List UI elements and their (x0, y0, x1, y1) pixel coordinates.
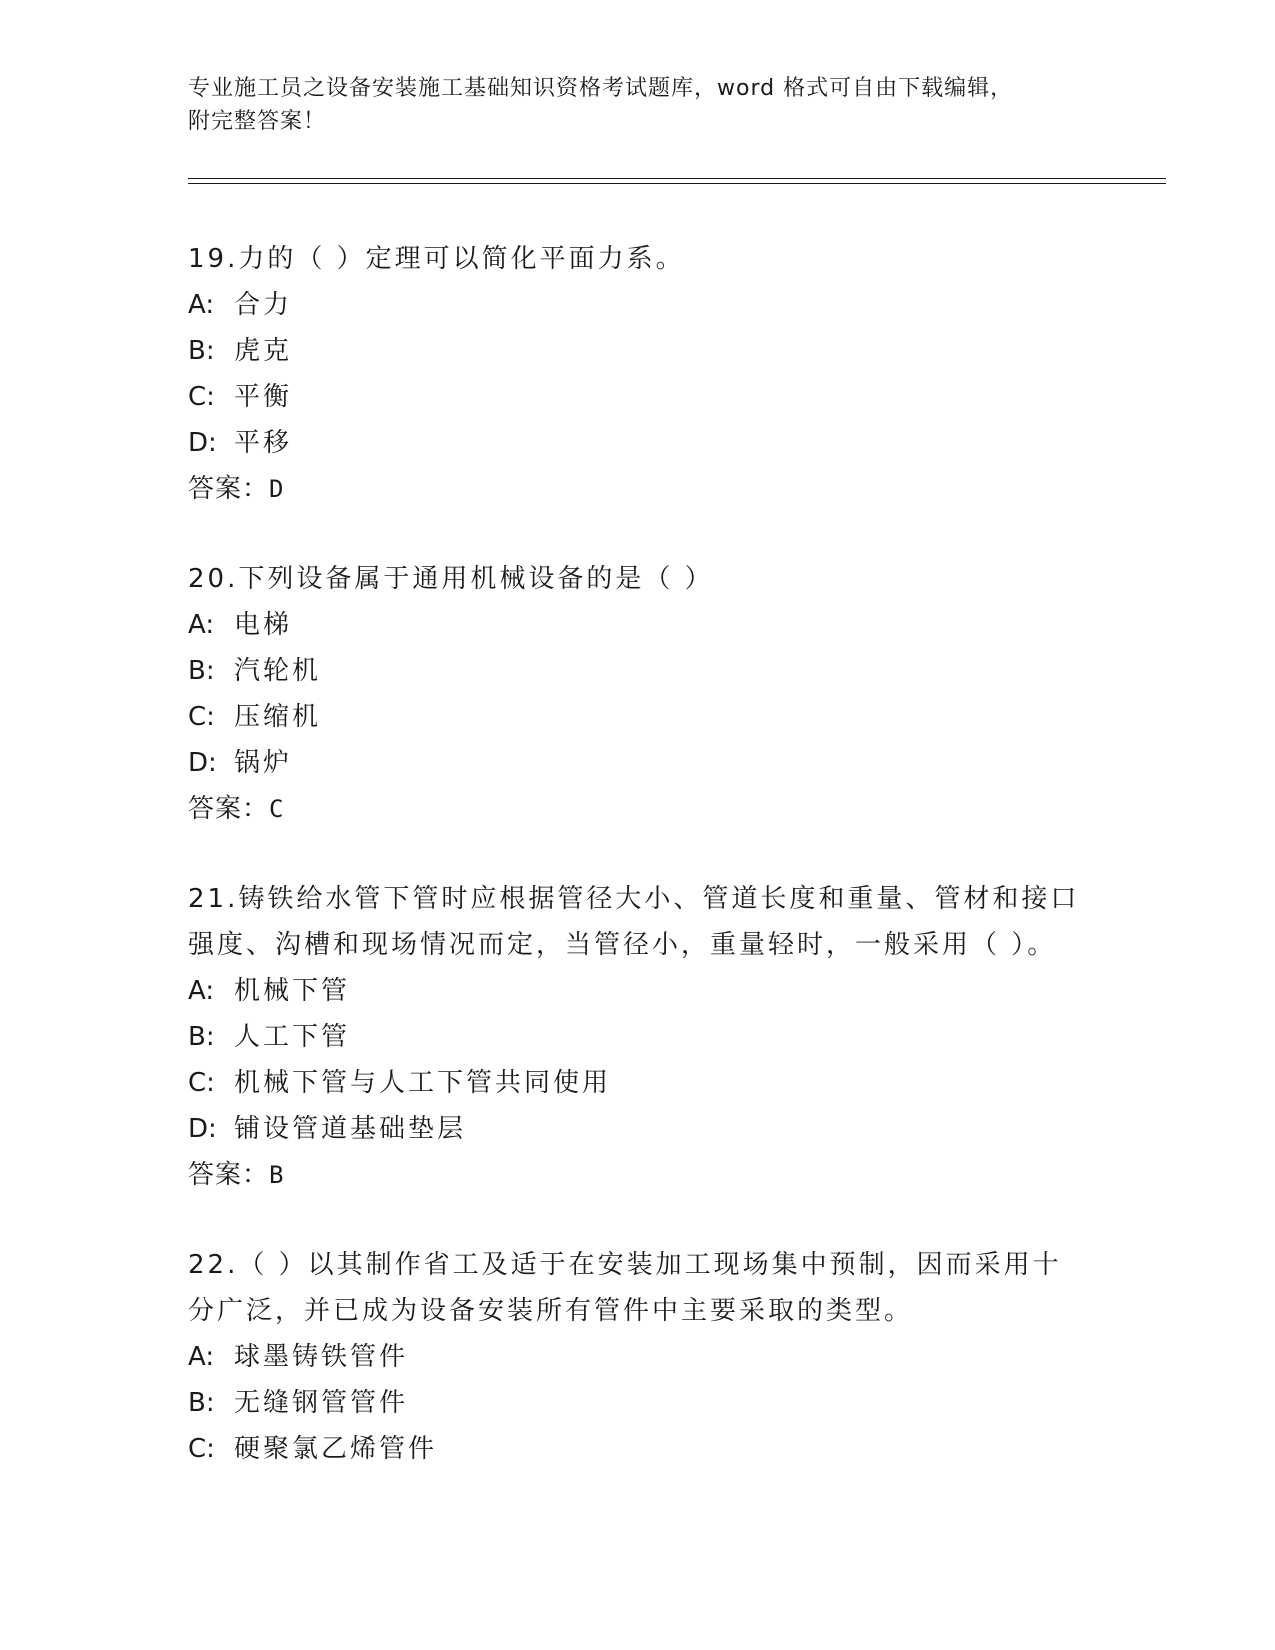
answer-value: D (269, 475, 285, 503)
answer-label: 答案： (188, 794, 270, 824)
option-c (188, 1426, 1088, 1472)
option-c (188, 374, 1088, 420)
option-letter: D: (188, 748, 217, 778)
option-letter: B: (188, 1388, 215, 1418)
option-text: 无缝钢管管件 (234, 1388, 409, 1418)
question-stem: 19.力的（ ）定理可以简化平面力系。 (188, 244, 685, 274)
option-letter: D: (188, 428, 217, 458)
question-stem-line-1: 21.铸铁给水管下管时应根据管径大小、管道长度和重量、管材和接口 (188, 884, 1080, 914)
answer-label: 答案： (188, 474, 270, 504)
option-text: 电梯 (234, 610, 293, 640)
option-text: 压缩机 (234, 702, 322, 732)
option-letter: A: (188, 1342, 215, 1372)
option-text: 合力 (234, 290, 293, 320)
answer-line (188, 466, 1088, 512)
option-b (188, 1014, 1088, 1060)
option-c (188, 694, 1088, 740)
option-letter: B: (188, 1022, 215, 1052)
question-stem-line-2: 强度、沟槽和现场情况而定，当管径小，重量轻时，一般采用（ ）。 (188, 930, 1057, 960)
option-letter: C: (188, 702, 215, 732)
question-list (188, 236, 1088, 1516)
question-stem-line-2: 分广泛，并已成为设备安装所有管件中主要采取的类型。 (188, 1296, 914, 1326)
question-stem-line-1: 22.（ ）以其制作省工及适于在安装加工现场集中预制，因而采用十 (188, 1250, 1062, 1280)
option-letter: B: (188, 656, 215, 686)
option-a (188, 968, 1088, 1014)
option-text: 虎克 (234, 336, 293, 366)
option-a (188, 602, 1088, 648)
option-d (188, 1106, 1088, 1152)
question-21 (188, 876, 1088, 1198)
option-a (188, 1334, 1088, 1380)
option-text: 硬聚氯乙烯管件 (234, 1434, 438, 1464)
question-19 (188, 236, 1088, 512)
question-20 (188, 556, 1088, 832)
option-d (188, 420, 1088, 466)
option-text: 汽轮机 (234, 656, 322, 686)
option-text: 锅炉 (234, 748, 293, 778)
option-letter: C: (188, 382, 215, 412)
option-letter: A: (188, 976, 215, 1006)
option-b (188, 648, 1088, 694)
question-stem: 20.下列设备属于通用机械设备的是（ ） (188, 564, 714, 594)
option-letter: A: (188, 610, 215, 640)
header-line-1: 专业施工员之设备安装施工基础知识资格考试题库，word 格式可自由下载编辑， (188, 76, 1014, 101)
option-b (188, 328, 1088, 374)
option-text: 平衡 (234, 382, 293, 412)
option-d (188, 740, 1088, 786)
option-text: 平移 (234, 428, 293, 458)
option-text: 机械下管 (234, 976, 351, 1006)
option-text: 铺设管道基础垫层 (234, 1114, 467, 1144)
answer-label: 答案： (188, 1160, 270, 1190)
option-text: 人工下管 (234, 1022, 351, 1052)
option-letter: C: (188, 1434, 215, 1464)
option-letter: B: (188, 336, 215, 366)
question-22 (188, 1242, 1088, 1472)
option-a (188, 282, 1088, 328)
document-header (188, 72, 1088, 138)
answer-line (188, 1152, 1088, 1198)
answer-line (188, 786, 1088, 832)
option-text: 机械下管与人工下管共同使用 (234, 1068, 612, 1098)
option-letter: C: (188, 1068, 215, 1098)
option-letter: D: (188, 1114, 217, 1144)
option-b (188, 1380, 1088, 1426)
header-divider (188, 178, 1166, 184)
answer-value: C (269, 795, 285, 823)
answer-value: B (269, 1161, 285, 1189)
option-text: 球墨铸铁管件 (234, 1342, 409, 1372)
option-letter: A: (188, 290, 215, 320)
header-line-2: 附完整答案！ (188, 109, 327, 134)
option-c (188, 1060, 1088, 1106)
